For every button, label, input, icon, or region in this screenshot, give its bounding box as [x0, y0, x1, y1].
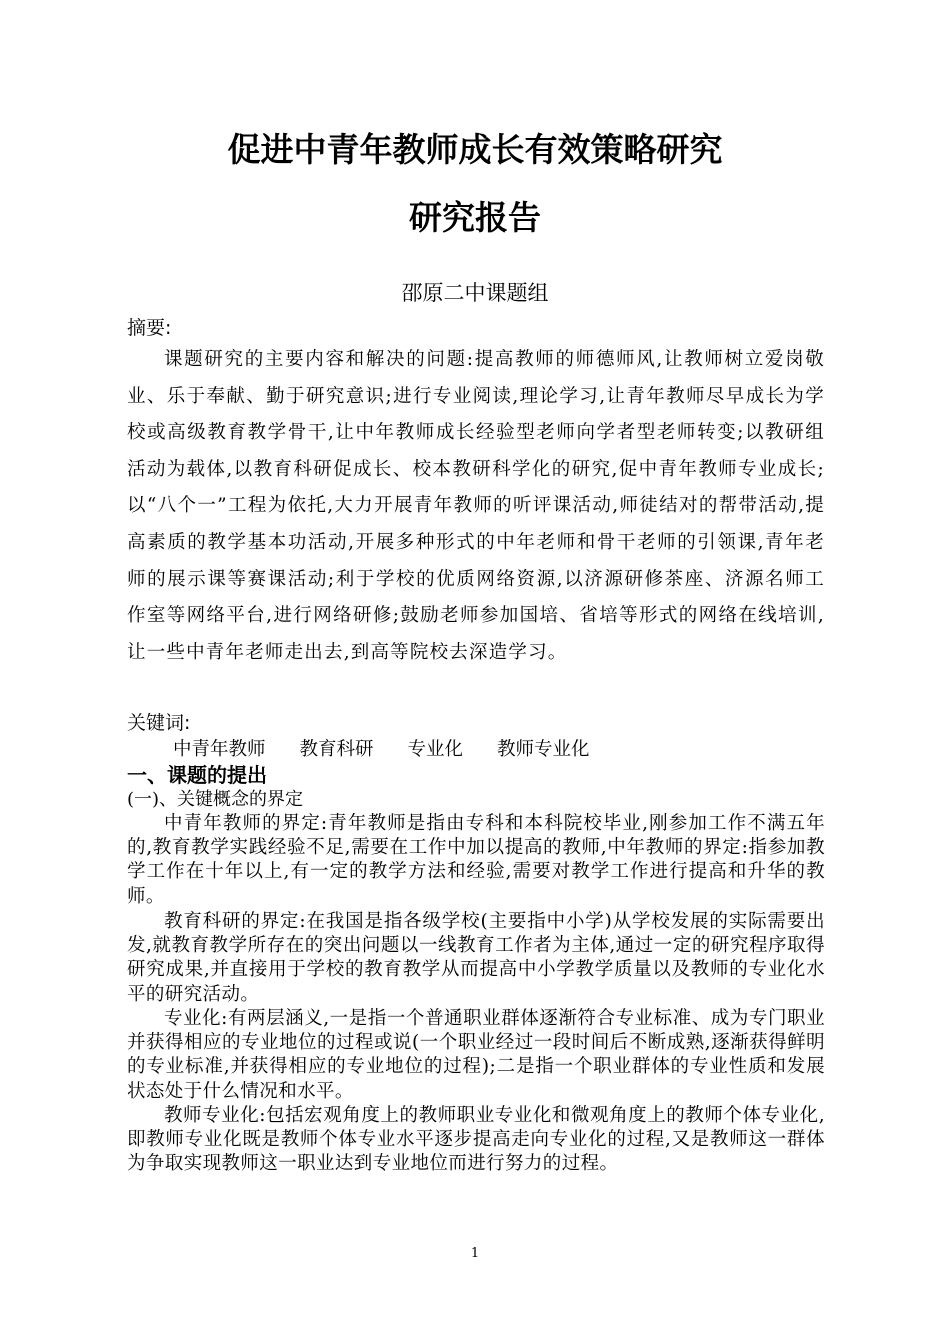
definition-paragraph: 教师专业化:包括宏观角度上的教师职业专业化和微观角度上的教师个体专业化,即教师专业化既是教师个体专业水平逐步提高走向专业化的过程,又是教师这一群体为争取实现教师这一职业达到专业地位而进行努力的过程。 — [127, 1105, 825, 1175]
keywords-label: 关键词: — [127, 712, 191, 734]
keyword: 专业化 — [407, 739, 464, 760]
keyword: 中青年教师 — [173, 739, 266, 760]
abstract-text: 课题研究的主要内容和解决的问题:提高教师的师德师风,让教师树立爱岗敬业、乐于奉献、勤于研究意识;进行专业阅读,理论学习,让青年教师尽早成长为学校或高级教育教学骨干,让中年教师成长经验型老师向学者型老师转变;以教研组活动为载体,以教育科研促成长、校本教研科学化的研究,促中青年教师专业成长;以“八个一”工程为依托,大力开展青年教师的听评课活动,师徒结对的帮带活动,提高素质的教学基本功活动,开展多种形式的中年老师和骨干老师的引领课,青年老师的展示课等赛课活动;利于学校的优质网络资源,以济源研修茶座、济源名师工作室等网络平台,进行网络研修;鼓励老师参加国培、省培等形式的网络在线培训,让一些中青年老师走出去,到高等院校去深造学习。 — [127, 349, 825, 663]
page-number: 1 — [470, 1246, 480, 1261]
keywords-list — [173, 736, 624, 764]
keyword: 教育科研 — [299, 739, 374, 760]
author-line: 邵原二中课题组 — [401, 281, 549, 305]
definition-paragraph: 中青年教师的界定:青年教师是指由专科和本科院校毕业,刚参加工作不满五年的,教育教学实践经验不足,需要在工作中加以提高的教师,中年教师的界定:指参加教学工作在十年以上,有一定的教学方法和经验,需要对教学工作进行提高和升华的教师。 — [127, 813, 825, 907]
abstract-label: 摘要: — [127, 317, 172, 339]
keyword: 教师专业化 — [497, 739, 590, 760]
section-heading: 一、课题的提出 — [127, 763, 267, 787]
definition-paragraph: 专业化:有两层涵义,一是指一个普通职业群体逐渐符合专业标准、成为专门职业并获得相应的专业地位的过程或说(一个职业经过一段时间后不断成熟,逐渐获得鲜明的专业标准,并获得相应的专业地位的过程);二是指一个职业群体的专业性质和发展状态处于什么情况和水平。 — [127, 1008, 825, 1102]
document-subtitle: 研究报告 — [409, 198, 541, 237]
subsection-heading: (一)、关键概念的界定 — [127, 789, 304, 810]
document-title: 促进中青年教师成长有效策略研究 — [227, 130, 723, 169]
definition-paragraph: 教育科研的界定:在我国是指各级学校(主要指中小学)从学校发展的实际需要出发,就教育教学所存在的突出问题以一线教育工作者为主体,通过一定的研究程序取得研究成果,并直接用于学校的教育教学从而提高中小学教学质量以及教师的专业化水平的研究活动。 — [127, 911, 825, 1005]
